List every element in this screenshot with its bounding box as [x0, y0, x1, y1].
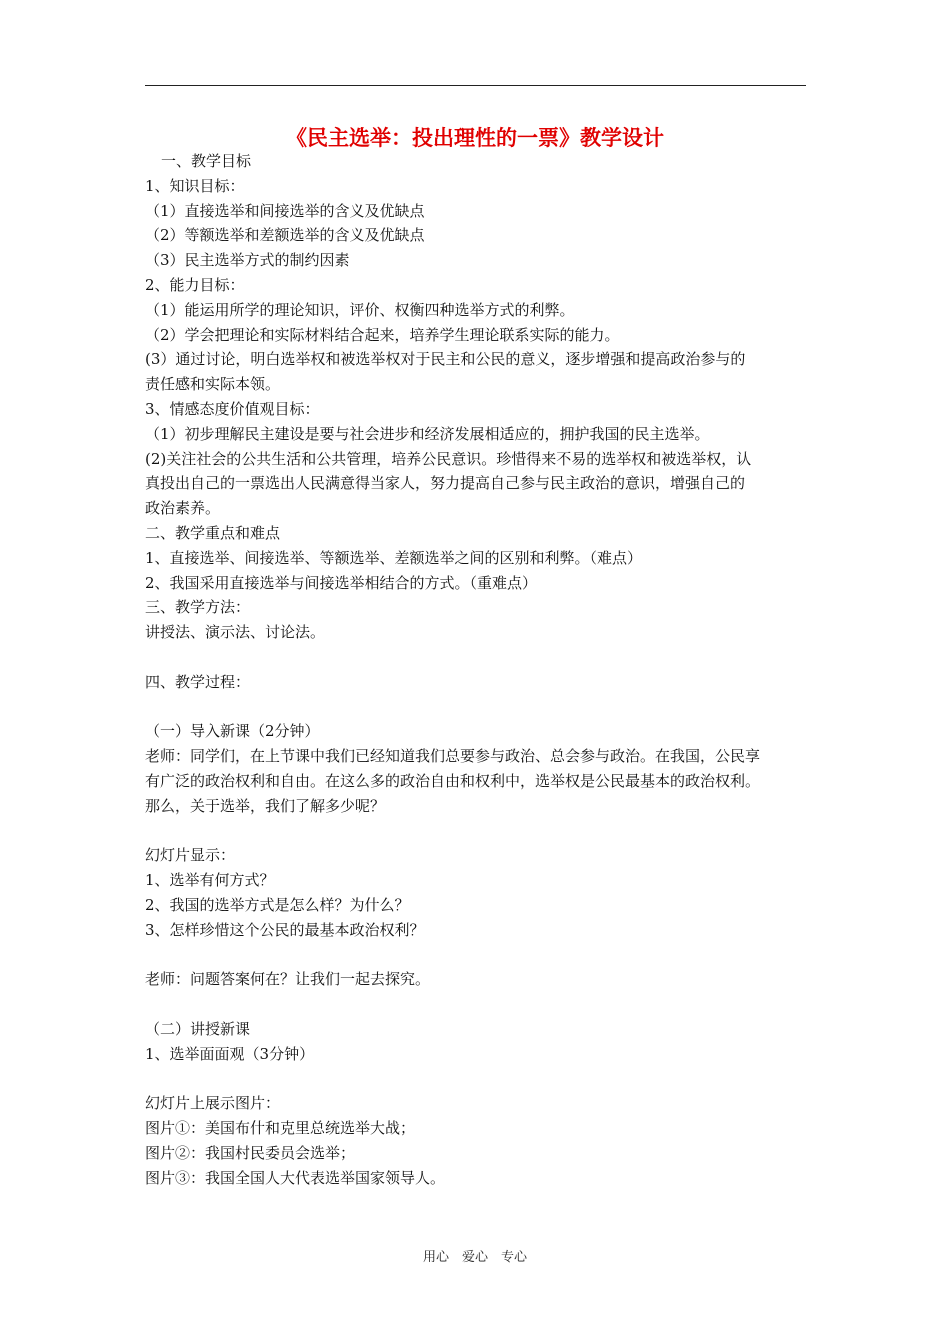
body-line: 那么，关于选举，我们了解多少呢？	[145, 796, 386, 815]
body-line: 1、选举有何方式？	[145, 871, 275, 890]
body-line: 一、教学目标	[161, 152, 252, 170]
body-line: （1）直接选举和间接选举的含义及优缺点	[145, 201, 425, 220]
document-body	[145, 149, 815, 1190]
body-line: （1）能运用所学的理论知识，评价、权衡四种选举方式的利弊。	[145, 300, 575, 319]
body-line: (3）通过讨论，明白选举权和被选举权对于民主和公民的意义，逐步增强和提高政治参与的	[145, 350, 746, 369]
body-line: 3、怎样珍惜这个公民的最基本政治权利？	[145, 920, 425, 939]
body-line: 1、直接选举、间接选举、等额选举、差额选举之间的区别和利弊。（难点）	[145, 548, 643, 567]
body-line: 3、情感态度价值观目标：	[145, 399, 320, 418]
body-line: （2）等额选举和差额选举的含义及优缺点	[145, 226, 425, 245]
blank-line	[145, 943, 815, 968]
blank-line	[145, 992, 815, 1017]
body-line: 有广泛的政治权利和自由。在这么多的政治自由和权利中，选举权是公民最基本的政治权利。	[145, 771, 761, 790]
body-line: 三、教学方法：	[145, 598, 251, 617]
body-line: 1、选举面面观（3分钟）	[145, 1044, 315, 1063]
blank-line	[145, 645, 815, 670]
body-line: 图片②：我国村民委员会选举；	[145, 1143, 356, 1162]
body-line: 政治素养。	[145, 499, 221, 518]
body-line: (2)关注社会的公共生活和公共管理，培养公民意识。珍惜得来不易的选举权和被选举权，认	[145, 449, 752, 468]
body-line: 2、我国的选举方式是怎么样？为什么？	[145, 895, 410, 914]
body-line: 图片①：美国布什和克里总统选举大战；	[145, 1119, 416, 1138]
body-line: 2、能力目标：	[145, 275, 245, 294]
body-line: 2、我国采用直接选举与间接选举相结合的方式。（重难点）	[145, 573, 538, 592]
header-rule	[145, 85, 806, 86]
body-line: （3）民主选举方式的制约因素	[145, 251, 350, 270]
body-line: 幻灯片上展示图片：	[145, 1094, 281, 1113]
body-line: 讲授法、演示法、讨论法。	[145, 623, 326, 642]
blank-line	[145, 695, 815, 720]
body-line: 幻灯片显示：	[145, 846, 236, 865]
page-footer: 用心 爱心 专心	[422, 1250, 527, 1265]
body-line: 老师：问题答案何在？让我们一起去探究。	[145, 970, 431, 989]
blank-line	[145, 1066, 815, 1091]
blank-line	[145, 819, 815, 844]
body-line: （1）初步理解民主建设是要与社会进步和经济发展相适应的，拥护我国的民主选举。	[145, 424, 710, 443]
body-line: （二）讲授新课	[145, 1019, 251, 1038]
body-line: 责任感和实际本领。	[145, 375, 281, 394]
document-title: 《民主选举：投出理性的一票》教学设计	[286, 125, 664, 150]
body-line: 图片③：我国全国人大代表选举国家领导人。	[145, 1168, 446, 1187]
body-line: （2）学会把理论和实际材料结合起来，培养学生理论联系实际的能力。	[145, 325, 620, 344]
body-line: 真投出自己的一票选出人民满意得当家人，努力提高自己参与民主政治的意识，增强自己的	[145, 474, 746, 493]
body-line: 二、教学重点和难点	[145, 523, 281, 542]
body-line: 四、教学过程：	[145, 672, 251, 691]
body-line: 老师：同学们，在上节课中我们已经知道我们总要参与政治、总会参与政治。在我国，公民享	[145, 747, 761, 766]
body-line: （一）导入新课（2分钟）	[145, 722, 320, 741]
body-line: 1、知识目标：	[145, 176, 245, 195]
